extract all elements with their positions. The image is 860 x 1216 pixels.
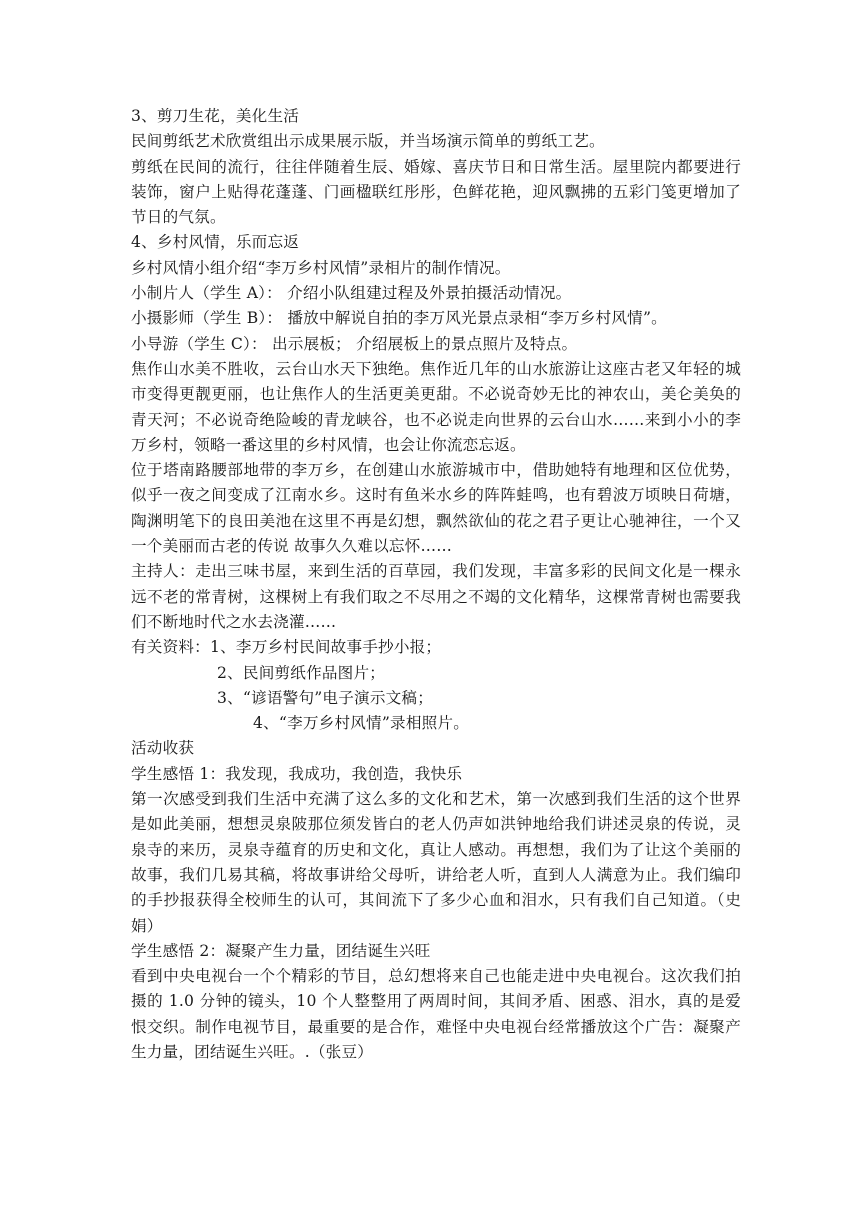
materials-line-1 (131, 635, 741, 660)
host-speech: 主持人：走出三味书屋，来到生活的百草园，我们发现，丰富多彩的民间文化是一棵永远不老的常青树，这棵树上有我们取之不尽用之不竭的文化精华，这棵常青树也需要我们不断地时代之水去浇灌…… (131, 562, 741, 631)
feeling2-body: 看到中央电视台一个个精彩的节目，总幻想将来自己也能走进中央电视台。这次我们拍摄的 1.0 分钟的镜头，10 个人整整用了两周时间，其间矛盾、困惑、泪水，真的是爱恨交织。制作电视节目，最重要的是合作，难怪中央电视台经常播放这个广告：凝聚产生力量，团结诞生兴旺。.（张豆） (131, 967, 741, 1061)
section3-body: 剪纸在民间的流行，往往伴随着生辰、婚嫁、喜庆节日和日常生活。屋里院内都要进行装饰，窗户上贴得花蓬蓬、门画楹联红彤彤，色鲜花艳，迎风飘拂的五彩门笺更增加了节日的气氛。 (131, 157, 741, 227)
section4-paragraph-1: 焦作山水美不胜收，云台山水天下独绝。焦作近几年的山水旅游让这座古老又年轻的城市变得更靓更丽，也让焦作人的生活更美更甜。不必说奇妙无比的神农山，美仑美奂的青天河；不必说奇绝险峻的青龙峡谷，也不必说走向世界的云台山水……来到小小的李万乡村，领略一番这里的乡村风情，也会让你流恋忘返。 (131, 359, 741, 454)
materials-item-2: 2、民间剪纸作品图片； (217, 663, 386, 682)
harvest-heading: 活动收获 (131, 739, 195, 758)
role-producer: 小制片人（学生 A）： 介绍小队组建过程及外景拍摄活动情况。 (131, 284, 572, 303)
section3-intro: 民间剪纸艺术欣赏组出示成果展示版，并当场演示简单的剪纸工艺。 (131, 132, 605, 151)
materials-item-1: 1、李万乡村民间故事手抄小报； (209, 638, 442, 657)
materials-item-4: 4、“李万乡村风情”录相照片。 (253, 714, 469, 733)
feeling1-title: 学生感悟 1：我发现，我成功，我创造，我快乐 (131, 764, 463, 783)
materials-label: 有关资料： (131, 638, 210, 657)
role-photographer: 小摄影师（学生 B）： 播放中解说自拍的李万风光景点录相“李万乡村风情”。 (131, 309, 667, 328)
section4-heading: 4、乡村风情，乐而忘返 (131, 233, 300, 252)
feeling2-title: 学生感悟 2：凝聚产生力量，团结诞生兴旺 (131, 941, 431, 960)
document-page (131, 104, 741, 1065)
section3-heading: 3、剪刀生花，美化生活 (131, 107, 300, 125)
materials-item-3: 3、“谚语警句”电子演示文稿； (217, 688, 433, 707)
role-guide: 小导游（学生 C）： 出示展板； 介绍展板上的景点照片及特点。 (131, 334, 578, 353)
section4-intro: 乡村风情小组介绍“李万乡村风情”录相片的制作情况。 (131, 258, 511, 277)
section4-paragraph-2: 位于塔南路腰部地带的李万乡，在创建山水旅游城市中，借助她特有地理和区位优势，似乎一夜之间变成了江南水乡。这时有鱼米水乡的阵阵蛙鸣，也有碧波万顷映日荷塘，陶渊明笔下的良田美池在这里不再是幻想，飘然欲仙的花之君子更让心驰神往，一个又一个美丽而古老的传说 故事久久难以忘怀…… (131, 461, 741, 556)
feeling1-body: 第一次感受到我们生活中充满了这么多的文化和艺术，第一次感到我们生活的这个世界是如此美丽，想想灵泉陂那位须发皆白的老人仍声如洪钟地给我们讲述灵泉的传说，灵泉寺的来历，灵泉寺蕴育的历史和文化，真让人感动。再想想，我们为了让这个美丽的故事，我们几易其稿，将故事讲给父母听，讲给老人听，直到人人满意为止。我们编印的手抄报获得全校师生的认可，其间流下了多少心血和泪水，只有我们自己知道。（史娟） (131, 790, 741, 935)
